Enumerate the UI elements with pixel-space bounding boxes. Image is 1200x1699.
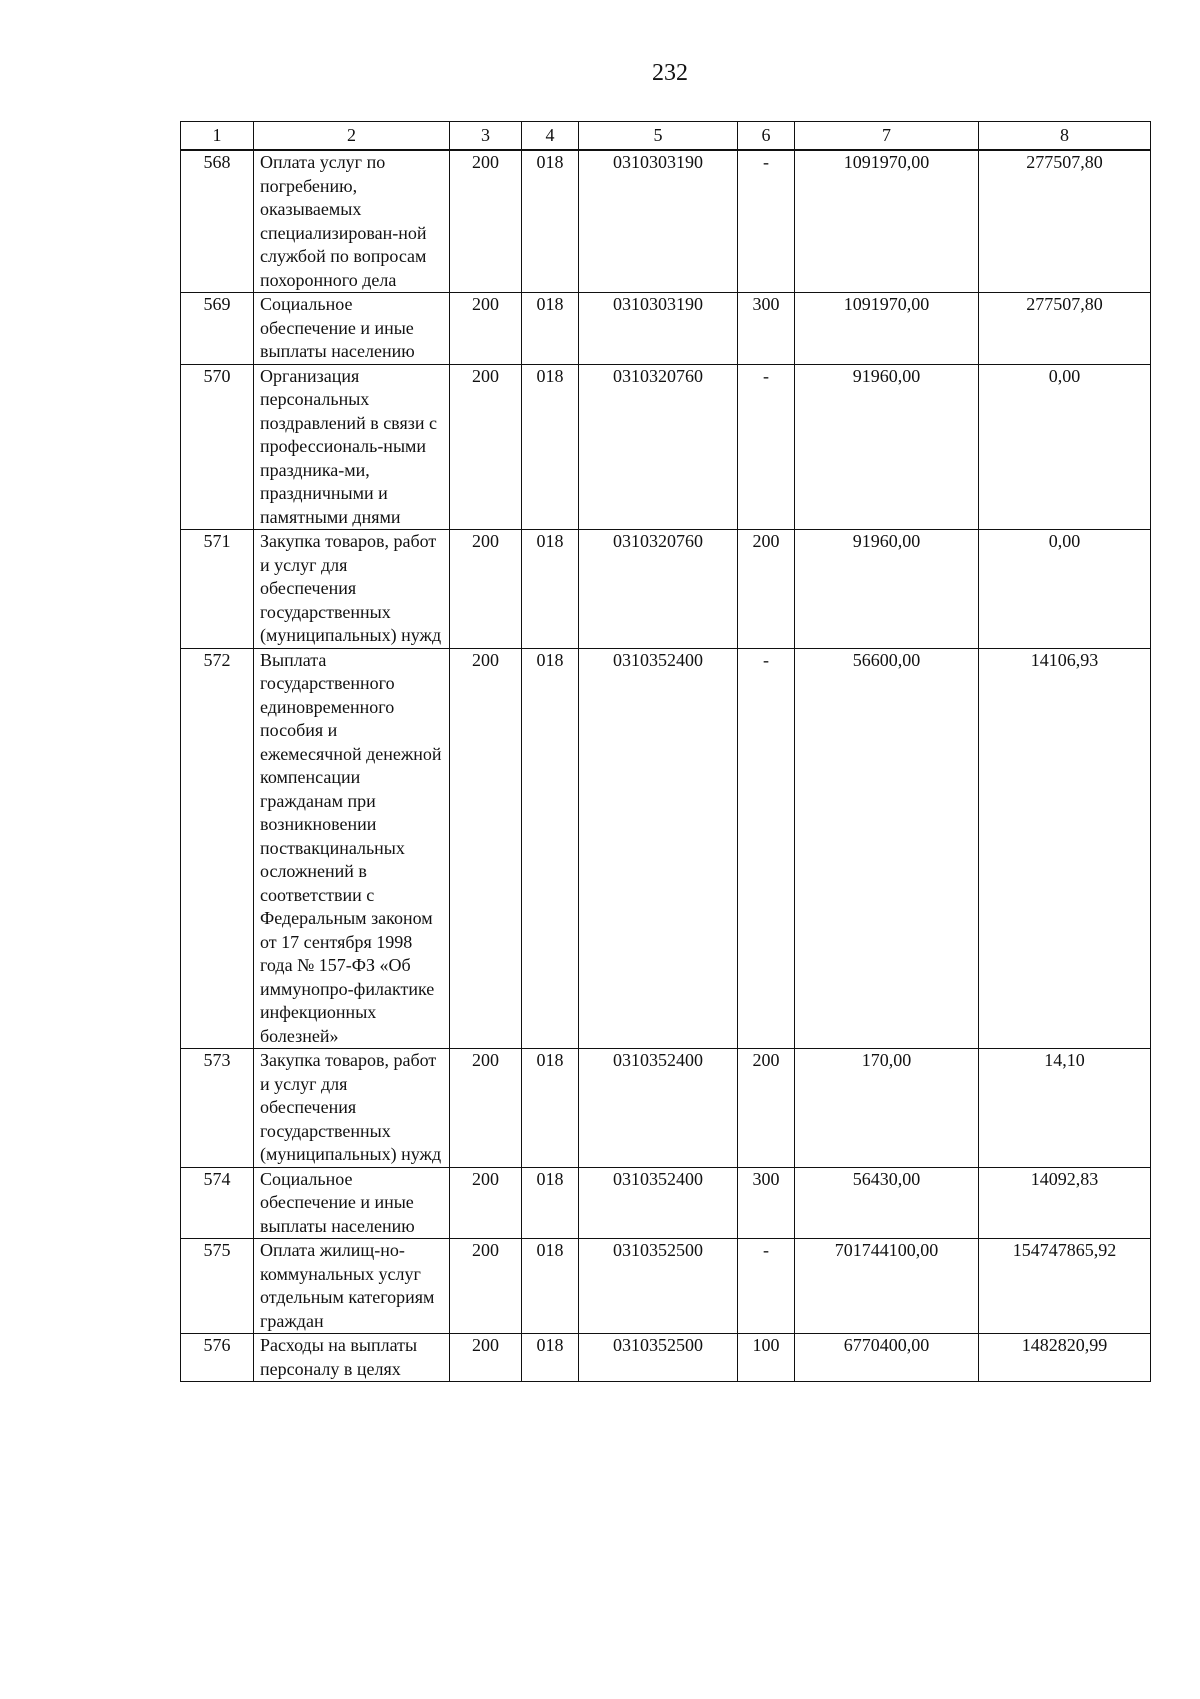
cell-col8: 14106,93 — [979, 648, 1151, 1049]
table-row — [181, 1334, 1151, 1382]
budget-table — [180, 121, 1151, 1382]
table-row — [181, 293, 1151, 365]
cell-col6: 300 — [738, 1167, 795, 1239]
row-number: 570 — [181, 364, 254, 530]
cell-col4: 018 — [522, 1049, 579, 1168]
cell-col7: 56600,00 — [795, 648, 979, 1049]
column-header: 6 — [738, 122, 795, 151]
table-row — [181, 530, 1151, 649]
row-name: Оплата жилищ-но-коммунальных услуг отдельным категориям граждан — [254, 1239, 450, 1334]
cell-col6: 300 — [738, 293, 795, 365]
column-header: 5 — [579, 122, 738, 151]
cell-col8: 0,00 — [979, 530, 1151, 649]
cell-col4: 018 — [522, 530, 579, 649]
column-header: 8 — [979, 122, 1151, 151]
cell-col6: 200 — [738, 530, 795, 649]
row-name: Выплата государственного единовременного пособия и ежемесячной денежной компенсации гражданам при возникновении поствакцинальных осложнений в соответствии с Федеральным законом от 17 сентября 1998 года № 157-ФЗ «Об иммунопро-филактике инфекционных болезней» — [254, 648, 450, 1049]
cell-col4: 018 — [522, 293, 579, 365]
cell-col3: 200 — [450, 364, 522, 530]
cell-col3: 200 — [450, 293, 522, 365]
cell-col8: 14092,83 — [979, 1167, 1151, 1239]
column-header: 3 — [450, 122, 522, 151]
cell-col3: 200 — [450, 1334, 522, 1382]
table-row — [181, 648, 1151, 1049]
cell-col5: 0310352400 — [579, 1049, 738, 1168]
cell-col8: 14,10 — [979, 1049, 1151, 1168]
column-header: 1 — [181, 122, 254, 151]
cell-col4: 018 — [522, 150, 579, 293]
cell-col5: 0310320760 — [579, 530, 738, 649]
cell-col4: 018 — [522, 648, 579, 1049]
column-header: 7 — [795, 122, 979, 151]
row-number: 573 — [181, 1049, 254, 1168]
cell-col6: - — [738, 150, 795, 293]
cell-col5: 0310352500 — [579, 1334, 738, 1382]
cell-col7: 56430,00 — [795, 1167, 979, 1239]
table-row — [181, 1167, 1151, 1239]
cell-col4: 018 — [522, 1167, 579, 1239]
cell-col6: 200 — [738, 1049, 795, 1168]
row-name: Оплата услуг по погребению, оказываемых специализирован-ной службой по вопросам похоронного дела — [254, 150, 450, 293]
table-row — [181, 1049, 1151, 1168]
cell-col7: 170,00 — [795, 1049, 979, 1168]
cell-col7: 91960,00 — [795, 530, 979, 649]
row-number: 575 — [181, 1239, 254, 1334]
cell-col3: 200 — [450, 150, 522, 293]
row-number: 568 — [181, 150, 254, 293]
cell-col8: 1482820,99 — [979, 1334, 1151, 1382]
row-number: 571 — [181, 530, 254, 649]
row-name: Социальное обеспечение и иные выплаты населению — [254, 1167, 450, 1239]
cell-col5: 0310320760 — [579, 364, 738, 530]
cell-col5: 0310303190 — [579, 293, 738, 365]
cell-col4: 018 — [522, 1334, 579, 1382]
cell-col8: 154747865,92 — [979, 1239, 1151, 1334]
row-number: 572 — [181, 648, 254, 1049]
cell-col8: 277507,80 — [979, 150, 1151, 293]
row-number: 569 — [181, 293, 254, 365]
cell-col5: 0310352400 — [579, 1167, 738, 1239]
table-row — [181, 364, 1151, 530]
cell-col7: 91960,00 — [795, 364, 979, 530]
cell-col6: - — [738, 648, 795, 1049]
cell-col3: 200 — [450, 530, 522, 649]
row-name: Расходы на выплаты персоналу в целях — [254, 1334, 450, 1382]
row-name: Организация персональных поздравлений в связи с профессиональ-ными праздника-ми, праздничными и памятными днями — [254, 364, 450, 530]
cell-col7: 6770400,00 — [795, 1334, 979, 1382]
cell-col7: 701744100,00 — [795, 1239, 979, 1334]
cell-col4: 018 — [522, 364, 579, 530]
cell-col7: 1091970,00 — [795, 293, 979, 365]
column-header: 4 — [522, 122, 579, 151]
cell-col8: 0,00 — [979, 364, 1151, 530]
column-header: 2 — [254, 122, 450, 151]
header-row — [181, 122, 1151, 151]
cell-col3: 200 — [450, 648, 522, 1049]
table-row — [181, 1239, 1151, 1334]
row-name: Социальное обеспечение и иные выплаты населению — [254, 293, 450, 365]
page-number: 232 — [652, 60, 688, 86]
row-number: 576 — [181, 1334, 254, 1382]
cell-col4: 018 — [522, 1239, 579, 1334]
cell-col5: 0310352500 — [579, 1239, 738, 1334]
cell-col3: 200 — [450, 1049, 522, 1168]
table-row — [181, 150, 1151, 293]
cell-col3: 200 — [450, 1239, 522, 1334]
cell-col6: 100 — [738, 1334, 795, 1382]
cell-col6: - — [738, 364, 795, 530]
cell-col5: 0310352400 — [579, 648, 738, 1049]
row-number: 574 — [181, 1167, 254, 1239]
row-name: Закупка товаров, работ и услуг для обеспечения государственных (муниципальных) нужд — [254, 530, 450, 649]
cell-col7: 1091970,00 — [795, 150, 979, 293]
cell-col5: 0310303190 — [579, 150, 738, 293]
cell-col6: - — [738, 1239, 795, 1334]
cell-col8: 277507,80 — [979, 293, 1151, 365]
cell-col3: 200 — [450, 1167, 522, 1239]
row-name: Закупка товаров, работ и услуг для обеспечения государственных (муниципальных) нужд — [254, 1049, 450, 1168]
